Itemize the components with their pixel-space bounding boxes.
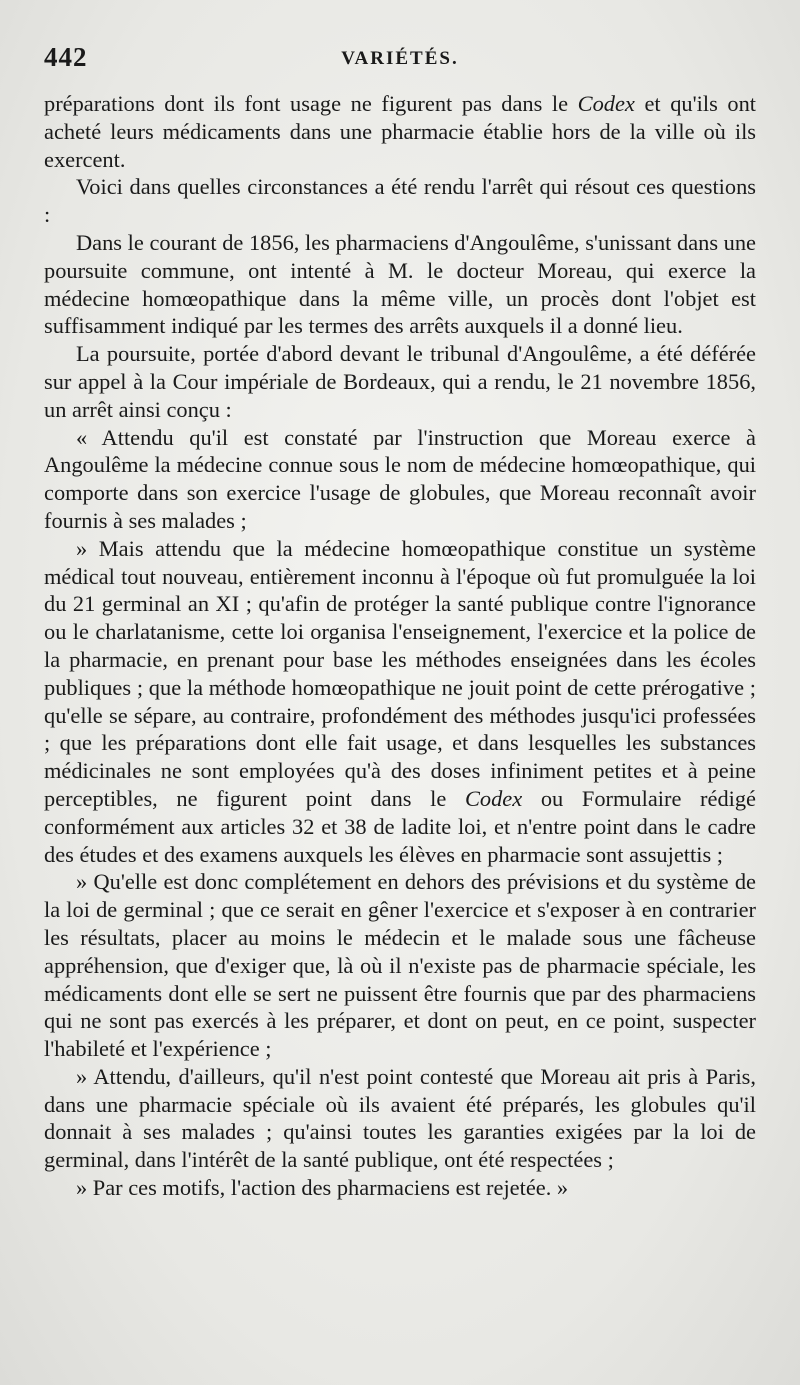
- page-number: 442: [44, 42, 88, 72]
- italic-term: Codex: [464, 785, 523, 811]
- body-text: [44, 90, 756, 1202]
- quote-paragraph: » Par ces motifs, l'action des pharmaciens est rejetée. »: [76, 1175, 569, 1201]
- italic-term: Codex: [577, 91, 635, 116]
- paragraph: préparations dont ils font usage ne figurent pas dans le Codex et qu'ils ont acheté leurs médicaments dans une pharmacie établie hors de la ville où ils exercent.: [44, 91, 756, 172]
- paragraph: Dans le courant de 1856, les pharmaciens d'Angoulême, s'unissant dans une poursuite commune, ont intenté à M. le docteur Moreau, qui exerce la médecine homœopathique dans la même ville, un procès dont l'objet est suffisamment indiqué par les termes des arrêts auxquels il a donné lieu.: [44, 229, 756, 339]
- paragraph: Voici dans quelles circonstances a été rendu l'arrêt qui résout ces questions :: [44, 174, 756, 228]
- paragraph: La poursuite, portée d'abord devant le tribunal d'Angoulême, a été déférée sur appel à la Cour impériale de Bordeaux, qui a rendu, le 21 novembre 1856, un arrêt ainsi conçu :: [44, 341, 756, 422]
- quote-paragraph: » Attendu, d'ailleurs, qu'il n'est point contesté que Moreau ait pris à Paris, dans une pharmacie spéciale où ils avaient été préparés, les globules qu'il donnait à ses malades ; qu'ainsi toutes les garanties exigées par la loi de germinal, dans l'intérêt de la santé publique, ont été respectées ;: [44, 1063, 756, 1173]
- quote-paragraph: » Qu'elle est donc complétement en dehors des prévisions et du système de la loi de germinal ; que ce serait en gêner l'exercice et s'exposer à en contrarier les résultats, placer au moins le médecin et le malade sous une fâcheuse appréhension, que d'exiger que, là où il n'existe pas de pharmacie spéciale, les médicaments dont elle se sert ne puissent être fournis que par des pharmaciens qui ne sont pas exercés à les préparer, et dont on peut, en ce point, suspecter l'habileté et l'expérience ;: [44, 869, 756, 1062]
- quote-paragraph: « Attendu qu'il est constaté par l'instruction que Moreau exerce à Angoulême la médecine connue sous le nom de médecine homœopathique, qui comporte dans son exercice l'usage de globules, que Moreau reconnaît avoir fournis à ses malades ;: [44, 424, 756, 533]
- running-head: VARIÉTÉS.: [341, 48, 459, 69]
- quote-paragraph: » Mais attendu que la médecine homœopathique constitue un système médical tout nouveau, entièrement inconnu à l'époque où fut promulguée la loi du 21 germinal an XI ; qu'afin de protéger la santé publique contre l'ignorance ou le charlatanisme, cette loi organisa l'enseignement, l'exercice et la police de la pharmacie, en prenant pour base les méthodes enseignées dans les écoles publiques ; que la méthode homœopathique ne jouit point de cette prérogative ; qu'elle se sépare, au contraire, profondément des méthodes jusqu'ici professées ; que les préparations dont elle fait usage, et dans lesquelles les substances médicinales ne sont employées qu'à des doses infiniment petites et à peine perceptibles, ne figurent point dans le Codex ou Formulaire rédigé conformément aux articles 32 et 38 de ladite loi, et n'entre point dans le cadre des études et des examens auxquels les élèves en pharmacie sont assujettis ;: [44, 535, 756, 867]
- page-header: [40, 42, 760, 82]
